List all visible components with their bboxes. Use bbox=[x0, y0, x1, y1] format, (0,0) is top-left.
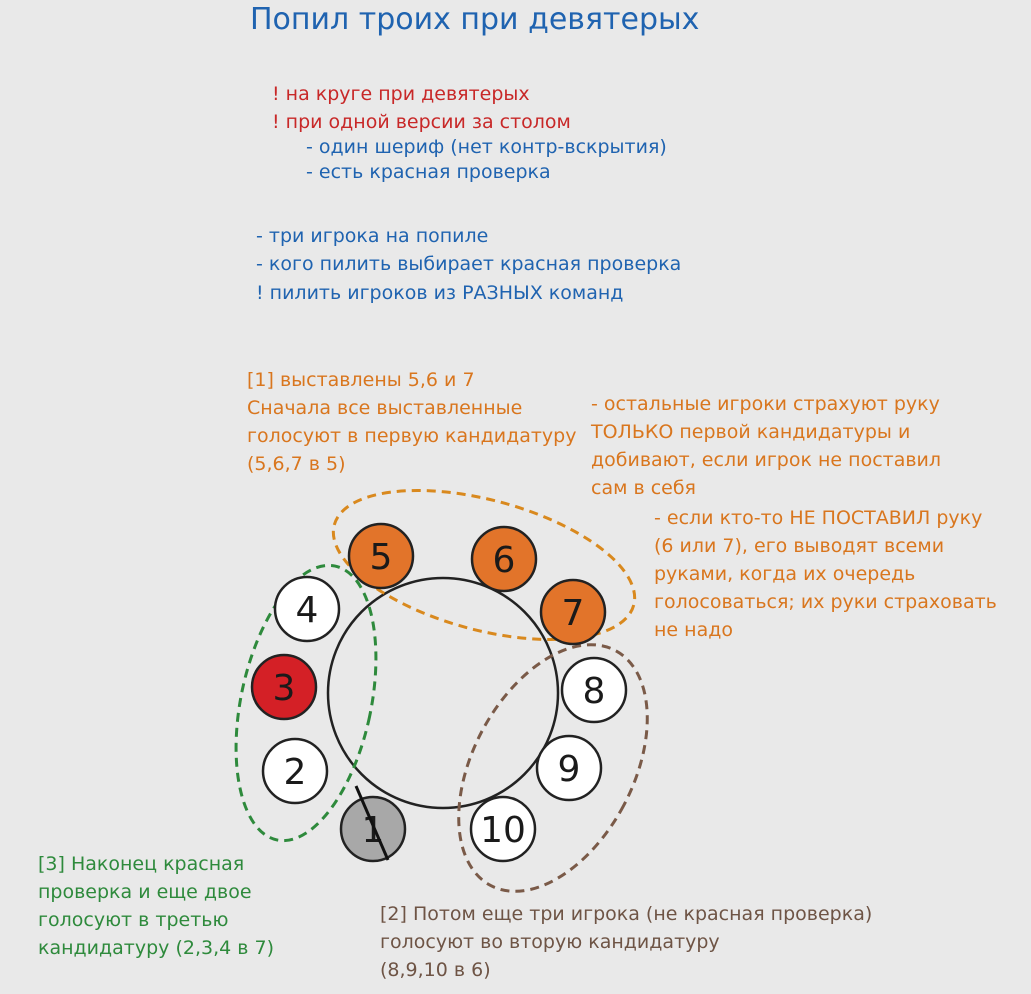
step2-line: (8,9,10 в 6) bbox=[380, 959, 491, 981]
seat-5 bbox=[349, 524, 413, 588]
condition-red-check: - есть красная проверка bbox=[306, 161, 551, 183]
seat-10 bbox=[471, 797, 535, 861]
step1-line: Сначала все выставленные bbox=[247, 397, 523, 419]
note-a-line: - остальные игроки страхуют руку bbox=[591, 393, 940, 415]
rule-three-players: - три игрока на попиле bbox=[256, 225, 489, 247]
note-a-line: добивают, если игрок не поставил bbox=[591, 449, 942, 471]
seat-number: 7 bbox=[561, 593, 585, 634]
step1-line: голосуют в первую кандидатуру bbox=[247, 425, 577, 447]
note-b-line: голосоваться; их руки страховать bbox=[654, 591, 997, 613]
seat-6 bbox=[472, 527, 536, 591]
seat-number: 4 bbox=[295, 590, 319, 631]
rule-red-check-chooses: - кого пилить выбирает красная проверка bbox=[256, 253, 682, 275]
seat-8 bbox=[562, 658, 626, 722]
seat-9 bbox=[537, 736, 601, 800]
step2-line: голосуют во вторую кандидатуру bbox=[380, 931, 720, 953]
step3-line: голосуют в третью bbox=[38, 909, 229, 931]
seat-number: 10 bbox=[480, 810, 526, 851]
seat-2 bbox=[263, 739, 327, 803]
note-a-line: ТОЛЬКО первой кандидатуры и bbox=[591, 421, 911, 443]
step3-line: [3] Наконец красная bbox=[38, 853, 245, 875]
rule-different-teams: ! пилить игроков из РАЗНЫХ команд bbox=[256, 282, 624, 304]
seat-layer bbox=[252, 524, 626, 861]
step3-line: проверка и еще двое bbox=[38, 881, 252, 903]
seat-number: 8 bbox=[582, 671, 606, 712]
seat-number: 6 bbox=[492, 540, 516, 581]
page-title: Попил троих при девятерых bbox=[250, 2, 700, 37]
seat-number: 9 bbox=[557, 749, 581, 790]
condition-one-sheriff: - один шериф (нет контр-вскрытия) bbox=[306, 136, 667, 158]
table-circle bbox=[328, 578, 558, 808]
step1-line: [1] выставлены 5,6 и 7 bbox=[247, 369, 475, 391]
note-b-line: - если кто-то НЕ ПОСТАВИЛ руку bbox=[654, 507, 983, 529]
note-b-line: (6 или 7), его выводят всеми bbox=[654, 535, 945, 557]
seat-4 bbox=[275, 577, 339, 641]
note-b-line: не надо bbox=[654, 619, 733, 641]
seat-number: 2 bbox=[283, 752, 307, 793]
condition-circle-nine: ! на круге при девятерых bbox=[272, 83, 530, 105]
condition-one-version: ! при одной версии за столом bbox=[272, 111, 571, 133]
step2-line: [2] Потом еще три игрока (не красная проверка) bbox=[380, 903, 873, 925]
seat-number: 1 bbox=[361, 810, 385, 851]
seat-number: 3 bbox=[272, 668, 296, 709]
seat-number: 5 bbox=[369, 537, 393, 578]
seat-3 bbox=[252, 655, 316, 719]
step1-line: (5,6,7 в 5) bbox=[247, 453, 346, 475]
step3-line: кандидатуру (2,3,4 в 7) bbox=[38, 937, 274, 959]
seat-7 bbox=[541, 580, 605, 644]
note-a-line: сам в себя bbox=[591, 477, 696, 499]
note-b-line: руками, когда их очередь bbox=[654, 563, 916, 585]
